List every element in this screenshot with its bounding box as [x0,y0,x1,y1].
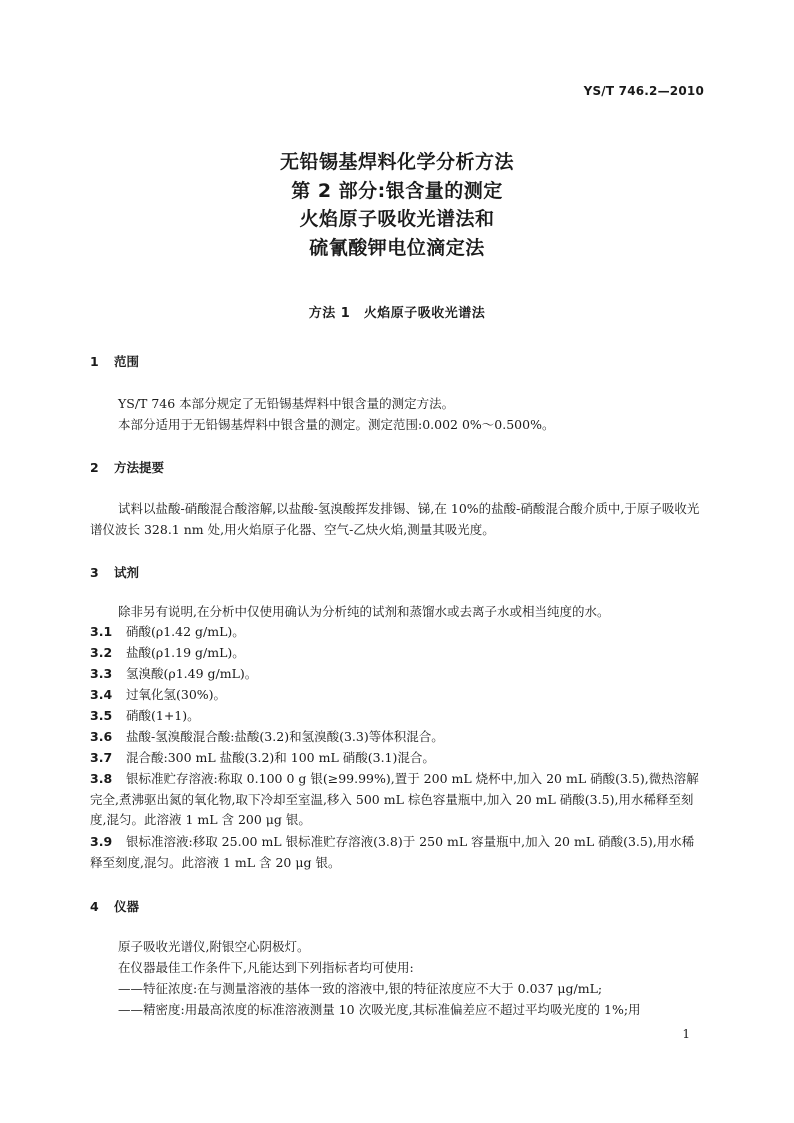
section-1-number: 1 [90,354,99,369]
item-number: 3.9 [90,834,113,849]
list-item [90,685,704,706]
section-3-title: 试剂 [114,565,140,580]
section-2-title: 方法提要 [114,460,165,475]
section-3-number: 3 [90,565,99,580]
method-title: 方法 1 火焰原子吸收光谱法 [308,306,486,321]
section-4-paragraph-4: ——精密度:用最高浓度的标准溶液测量 10 次吸光度,其标准偏差应不超过平均吸光度的 1%;用 [118,1002,641,1017]
list-item [90,769,704,831]
page-number: 1 [682,1027,690,1041]
item-text: 混合酸:300 mL 盐酸(3.2)和 100 mL 硝酸(3.1)混合。 [126,750,435,765]
item-text: 盐酸-氢溴酸混合酸:盐酸(3.2)和氢溴酸(3.3)等体积混合。 [126,729,444,744]
list-item [90,727,704,748]
item-text: 银标准溶液:移取 25.00 mL 银标准贮存溶液(3.8)于 250 mL 容量瓶中,加入 20 mL 硝酸(3.5),用水稀释至刻度,混匀。此溶液 1 mL 含 20 μg 银。 [90,834,695,870]
section-4-paragraph-3: ——特征浓度:在与测量溶液的基体一致的溶液中,银的特征浓度应不大于 0.037 μg/mL; [118,981,603,996]
item-text: 盐酸(ρ1.19 g/mL)。 [126,645,245,660]
item-number: 3.7 [90,750,113,765]
standard-code: YS/T 746.2—2010 [583,84,704,98]
title-line-3: 火焰原子吸收光谱法和 [299,208,495,230]
document-title [0,148,794,262]
section-2-paragraph: 试料以盐酸-硝酸混合酸溶解,以盐酸-氢溴酸挥发排锡、锑,在 10%的盐酸-硝酸混合酸介质中,于原子吸收光谱仪波长 328.1 nm 处,用火焰原子化器、空气-乙炔火焰,测量其吸光度。 [90,501,700,537]
section-4-number: 4 [90,899,99,914]
section-1-title: 范围 [114,354,140,369]
list-item [90,832,704,873]
section-1-paragraph-1: YS/T 746 本部分规定了无铅锡基焊料中银含量的测定方法。 [118,396,455,411]
item-text: 硝酸(1+1)。 [126,708,200,723]
list-item [90,706,704,727]
title-line-1: 无铅锡基焊料化学分析方法 [279,151,514,173]
item-text: 氢溴酸(ρ1.49 g/mL)。 [126,666,258,681]
section-2-heading [90,458,164,476]
list-item [90,643,704,664]
list-item [90,748,704,769]
list-item [90,664,704,685]
item-text: 硝酸(ρ1.42 g/mL)。 [126,624,245,639]
section-3-intro: 除非另有说明,在分析中仅使用确认为分析纯的试剂和蒸馏水或去离子水或相当纯度的水。 [118,604,610,619]
section-4-paragraph-1: 原子吸收光谱仪,附银空心阴极灯。 [118,939,310,954]
title-line-2: 第 2 部分:银含量的测定 [291,179,503,202]
item-text: 银标准贮存溶液:称取 0.100 0 g 银(≥99.99%),置于 200 mL 烧杯中,加入 20 mL 硝酸(3.5),微热溶解完全,煮沸驱出氮的氧化物,取下冷却至室温,移入 500 mL 棕色容量瓶中,加入 20 mL 硝酸(3.5),用水稀释至刻度,混匀。此溶液 1 mL 含 200 μg 银。 [90,771,699,827]
item-number: 3.1 [90,624,113,639]
section-4-heading [90,897,139,915]
section-4-paragraph-2: 在仪器最佳工作条件下,凡能达到下列指标者均可使用: [118,960,414,975]
section-1-heading [90,352,139,370]
item-number: 3.2 [90,645,113,660]
section-3-heading [90,563,139,581]
item-number: 3.3 [90,666,113,681]
list-item [90,622,704,643]
item-number: 3.4 [90,687,113,702]
section-4-title: 仪器 [114,899,140,914]
section-1-paragraph-2: 本部分适用于无铅锡基焊料中银含量的测定。测定范围:0.002 0%～0.500%。 [118,417,555,432]
section-2-number: 2 [90,460,99,475]
item-number: 3.5 [90,708,113,723]
item-number: 3.6 [90,729,113,744]
item-number: 3.8 [90,771,113,786]
title-line-4: 硫氰酸钾电位滴定法 [309,236,485,259]
item-text: 过氧化氢(30%)。 [126,687,227,702]
